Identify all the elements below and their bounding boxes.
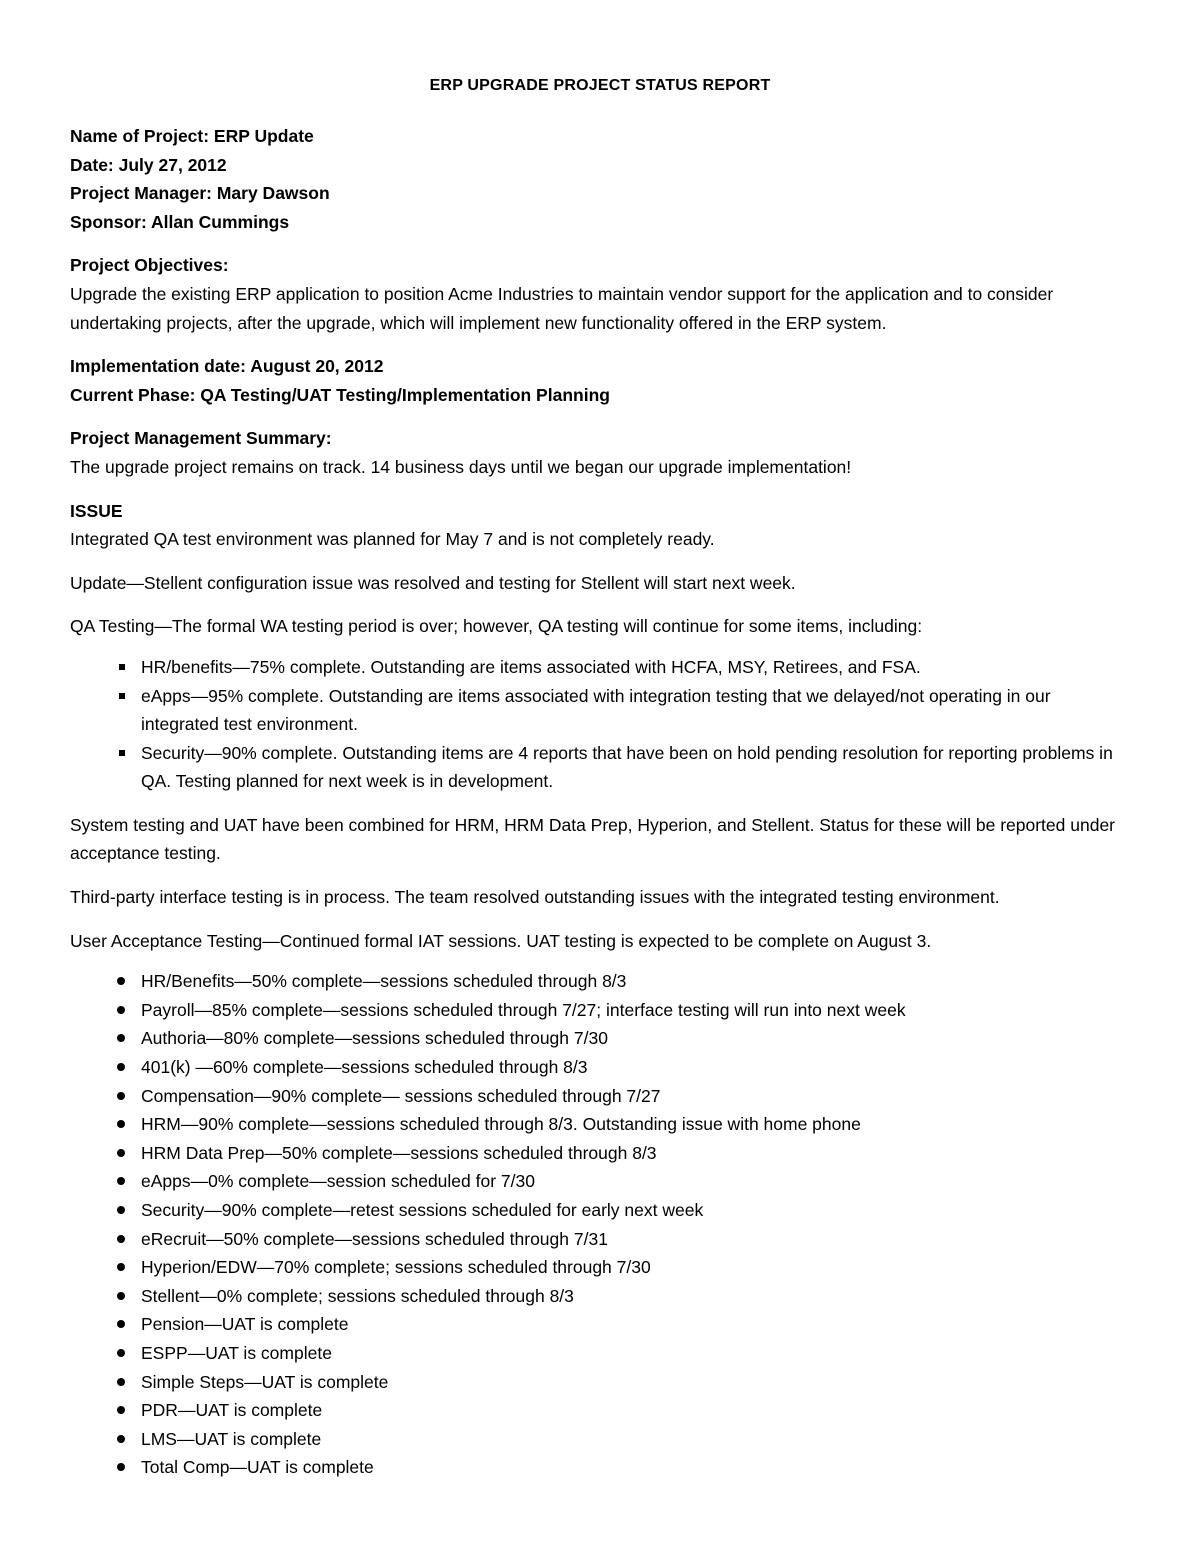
uat-list-item: Compensation—90% complete— sessions scheduled through 7/27 — [70, 1082, 1130, 1111]
update-paragraph: Update—Stellent configuration issue was resolved and testing for Stellent will start next week. — [70, 572, 796, 593]
uat-list-item: HRM—90% complete—sessions scheduled through 8/3. Outstanding issue with home phone — [70, 1110, 1130, 1139]
uat-list-item: eRecruit—50% complete—sessions scheduled through 7/31 — [70, 1225, 1130, 1254]
current-phase: Current Phase: QA Testing/UAT Testing/Implementation Planning — [70, 384, 610, 405]
uat-list — [70, 967, 1130, 1482]
uat-list-item: eApps—0% complete—session scheduled for 7/30 — [70, 1167, 1130, 1196]
issue-heading: ISSUE — [70, 500, 123, 521]
uat-list-item: Security—90% complete—retest sessions scheduled for early next week — [70, 1196, 1130, 1225]
uat-list-item: LMS—UAT is complete — [70, 1425, 1130, 1454]
uat-list-item: 401(k) —60% complete—sessions scheduled through 8/3 — [70, 1053, 1130, 1082]
uat-intro: User Acceptance Testing—Continued formal IAT sessions. UAT testing is expected to be complete on August 3. — [70, 930, 932, 951]
system-testing-paragraph: System testing and UAT have been combined for HRM, HRM Data Prep, Hyperion, and Stellent. Status for these will be reported under acceptance testing. — [70, 814, 1116, 864]
summary-heading: Project Management Summary: — [70, 428, 332, 449]
uat-list-item: Payroll—85% complete—sessions scheduled through 7/27; interface testing will run into next week — [70, 996, 1130, 1025]
uat-list-item: ESPP—UAT is complete — [70, 1339, 1130, 1368]
qa-list-item: HR/benefits—75% complete. Outstanding are items associated with HCFA, MSY, Retirees, and FSA. — [70, 653, 1130, 682]
uat-list-item: HRM Data Prep—50% complete—sessions scheduled through 8/3 — [70, 1139, 1130, 1168]
qa-intro: QA Testing—The formal WA testing period is over; however, QA testing will continue for some items, including: — [70, 616, 923, 637]
uat-list-item: PDR—UAT is complete — [70, 1396, 1130, 1425]
objectives-text: Upgrade the existing ERP application to position Acme Industries to maintain vendor support for the application and to consider undertaking projects, after the upgrade, which will implement new functionality offered in the ERP system. — [70, 283, 1054, 333]
objectives-heading: Project Objectives: — [70, 255, 229, 276]
report-page — [70, 72, 1130, 1482]
project-sponsor: Sponsor: Allan Cummings — [70, 211, 290, 232]
report-date: Date: July 27, 2012 — [70, 154, 227, 175]
uat-list-item: Simple Steps—UAT is complete — [70, 1368, 1130, 1397]
project-name: Name of Project: ERP Update — [70, 126, 314, 146]
uat-list-item: Authoria—80% complete—sessions scheduled through 7/30 — [70, 1024, 1130, 1053]
report-title: ERP UPGRADE PROJECT STATUS REPORT — [429, 77, 771, 94]
uat-list-item: Stellent—0% complete; sessions scheduled through 8/3 — [70, 1282, 1130, 1311]
uat-list-item: Hyperion/EDW—70% complete; sessions scheduled through 7/30 — [70, 1253, 1130, 1282]
implementation-date: Implementation date: August 20, 2012 — [70, 356, 384, 377]
project-manager: Project Manager: Mary Dawson — [70, 183, 330, 204]
qa-list-item: Security—90% complete. Outstanding items are 4 reports that have been on hold pending resolution for reporting problems in QA. Testing planned for next week is in development. — [70, 739, 1130, 796]
uat-list-item: Pension—UAT is complete — [70, 1310, 1130, 1339]
third-party-paragraph: Third-party interface testing is in process. The team resolved outstanding issues with the integrated testing environment. — [70, 887, 1000, 908]
uat-list-item: Total Comp—UAT is complete — [70, 1453, 1130, 1482]
uat-list-item: HR/Benefits—50% complete—sessions scheduled through 8/3 — [70, 967, 1130, 996]
qa-list-item: eApps—95% complete. Outstanding are items associated with integration testing that we delayed/not operating in our integrated test environment. — [70, 682, 1130, 739]
issue-text: Integrated QA test environment was planned for May 7 and is not completely ready. — [70, 529, 715, 550]
summary-text: The upgrade project remains on track. 14 business days until we began our upgrade implementation! — [70, 456, 852, 477]
qa-list — [70, 653, 1130, 796]
